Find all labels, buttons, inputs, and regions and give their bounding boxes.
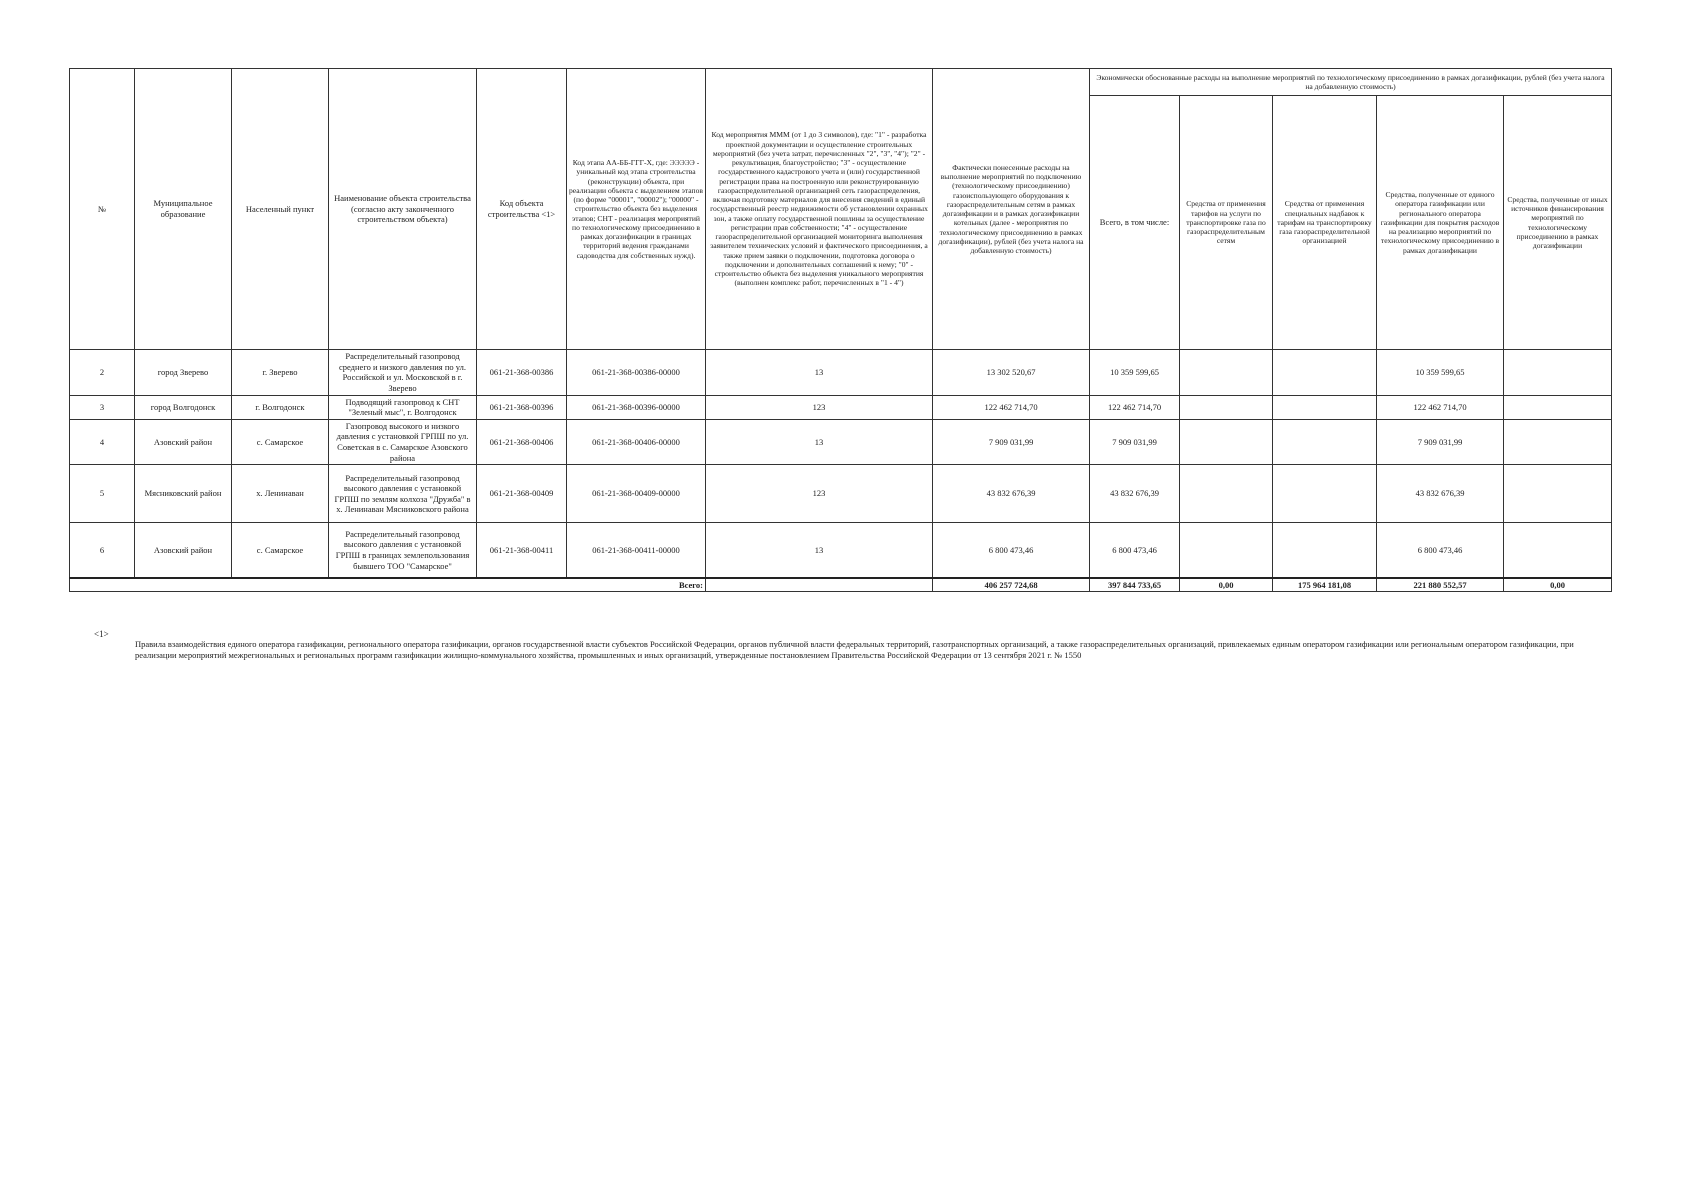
row-operator: 7 909 031,99 (1377, 419, 1504, 465)
row-object-name: Распределительный газопровод высокого давления с установкой ГРПШ в границах землепользования бывшего ТОО "Самарское" (329, 523, 477, 578)
header-tariff-transport: Средства от применения тарифов на услуги по транспортировке газа по газораспределительным сетям (1180, 96, 1273, 350)
row-actual-costs: 6 800 473,46 (933, 523, 1090, 578)
row-tariff (1180, 350, 1273, 396)
table-row (70, 419, 1612, 465)
table-row (70, 465, 1612, 523)
row-settlement: г. Волгодонск (232, 395, 329, 419)
row-tariff (1180, 419, 1273, 465)
table-row (70, 523, 1612, 578)
row-stage-code: 061-21-368-00411-00000 (567, 523, 706, 578)
header-settlement: Населенный пункт (232, 69, 329, 350)
table-row (70, 395, 1612, 419)
row-stage-code: 061-21-368-00409-00000 (567, 465, 706, 523)
row-object-code: 061-21-368-00409 (477, 465, 567, 523)
row-special (1273, 350, 1377, 396)
header-no: № (70, 69, 135, 350)
row-actual-costs: 13 302 520,67 (933, 350, 1090, 396)
row-settlement: г. Зверево (232, 350, 329, 396)
table-row (70, 350, 1612, 396)
header-actual-costs: Фактически понесенные расходы на выполнение мероприятий по подключению (технологическому присоединению) газоиспользующего оборудования к газораспределительным сетям в рамках догазификации и в рамках догазификации котельных (далее - мероприятия по технологическому присоединению в рамках догазификации), рублей (без учета налога на добавленную стоимость) (933, 69, 1090, 350)
row-no: 2 (70, 350, 135, 396)
row-tariff (1180, 395, 1273, 419)
row-total: 7 909 031,99 (1090, 419, 1180, 465)
row-stage-code: 061-21-368-00406-00000 (567, 419, 706, 465)
header-event-code: Код мероприятия МММ (от 1 до 3 символов), где: "1" - разработка проектной документации и осуществление строительных мероприятий (без учета затрат, перечисленных "2", "3", "4"); "2" - рекультивация, благоустройство; "3" - осуществление государственного кадастрового учета и (или) государственной регистрации права на построенную или реконструированную газораспределительной организацией сеть газораспределения, включая подготовку материалов для внесения сведений в единый государственный реестр недвижимости об установлении охранных зон, а также оплату государственной пошлины за осуществление регистрации прав собственности; "4" - осуществление газораспределительной организацией мониторинга выполнения заявителем технических условий и фактического присоединения, а также прием заявки о подключении, подготовка договора о подключении и дополнительных соглашений к нему; "0" - строительство объекта без выделения уникального мероприятия (выполнен комплекс работ, перечисленных в "1 - 4") (706, 69, 933, 350)
row-no: 6 (70, 523, 135, 578)
row-other (1504, 395, 1612, 419)
row-no: 3 (70, 395, 135, 419)
row-operator: 122 462 714,70 (1377, 395, 1504, 419)
row-municipality: город Зверево (135, 350, 232, 396)
row-object-name: Распределительный газопровод высокого давления с установкой ГРПШ по землям колхоза "Дружба" в х. Ленинаван Мясниковского района (329, 465, 477, 523)
row-stage-code: 061-21-368-00396-00000 (567, 395, 706, 419)
row-settlement: с. Самарское (232, 523, 329, 578)
row-operator: 43 832 676,39 (1377, 465, 1504, 523)
row-special (1273, 395, 1377, 419)
header-other-sources: Средства, полученные от иных источников финансирования мероприятий по технологическому присоединению в рамках догазификации (1504, 96, 1612, 350)
row-operator: 6 800 473,46 (1377, 523, 1504, 578)
row-event-code: 13 (706, 350, 933, 396)
row-settlement: х. Ленинаван (232, 465, 329, 523)
row-other (1504, 523, 1612, 578)
footnote-marker: <1> (94, 629, 109, 639)
header-object-name: Наименование объекта строительства (согласно акту законченного строительством объекта) (329, 69, 477, 350)
header-stage-code: Код этапа АА-ББ-ГГГ-Х, где: ЭЭЭЭЭ - уникальный код этапа строительства (реконструкции) объекта, при реализации объекта с выделением этапов (по форме "00001", "00002"); "00000" - строительство объекта без выделения этапов; СНТ - реализация мероприятий по технологическому присоединению в рамках догазификации в границах территорий ведения гражданами садоводства для собственных нужд). (567, 69, 706, 350)
row-total: 43 832 676,39 (1090, 465, 1180, 523)
row-operator: 10 359 599,65 (1377, 350, 1504, 396)
row-municipality: город Волгодонск (135, 395, 232, 419)
row-total: 6 800 473,46 (1090, 523, 1180, 578)
row-actual-costs: 122 462 714,70 (933, 395, 1090, 419)
totals-label: Всего: (70, 578, 706, 592)
footnote-text: Правила взаимодействия единого оператора газификации, регионального оператора газификации, органов государственной власти субъектов Российской Федерации, органов публичной власти федеральных территорий, газотранспортных организаций, а также газораспределительных организаций, привлекаемых единым оператором газификации или региональным оператором газификации, при реализации мероприятий межрегиональных и региональных программ газификации жилищно-коммунального хозяйства, промышленных и иных организаций, утвержденные постановлением Правительства Российской Федерации от 13 сентября 2021 г. № 1550 (135, 639, 1574, 661)
totals-total: 397 844 733,65 (1090, 578, 1180, 592)
row-no: 4 (70, 419, 135, 465)
gasification-costs-table (69, 68, 1612, 592)
row-event-code: 123 (706, 395, 933, 419)
row-event-code: 13 (706, 419, 933, 465)
row-tariff (1180, 465, 1273, 523)
totals-other: 0,00 (1504, 578, 1612, 592)
totals-operator: 221 880 552,57 (1377, 578, 1504, 592)
row-total: 122 462 714,70 (1090, 395, 1180, 419)
totals-tariff: 0,00 (1180, 578, 1273, 592)
row-object-code: 061-21-368-00386 (477, 350, 567, 396)
row-event-code: 123 (706, 465, 933, 523)
row-actual-costs: 43 832 676,39 (933, 465, 1090, 523)
header-operator-funds: Средства, полученные от единого оператора газификации или регионального оператора газификации для покрытия расходов на реализацию мероприятий по технологическому присоединению в рамках догазификации (1377, 96, 1504, 350)
totals-row (70, 578, 1612, 592)
row-special (1273, 419, 1377, 465)
row-other (1504, 419, 1612, 465)
totals-event-code (706, 578, 933, 592)
header-total-incl: Всего, в том числе: (1090, 96, 1180, 350)
row-other (1504, 465, 1612, 523)
row-object-name: Распределительный газопровод среднего и низкого давления по ул. Российской и ул. Московской в г. Зверево (329, 350, 477, 396)
totals-special: 175 964 181,08 (1273, 578, 1377, 592)
row-object-code: 061-21-368-00396 (477, 395, 567, 419)
row-other (1504, 350, 1612, 396)
totals-actual-costs: 406 257 724,68 (933, 578, 1090, 592)
row-stage-code: 061-21-368-00386-00000 (567, 350, 706, 396)
row-special (1273, 523, 1377, 578)
row-special (1273, 465, 1377, 523)
header-economic-costs: Экономически обоснованные расходы на выполнение мероприятий по технологическому присоединению в рамках догазификации, рублей (без учета налога на добавленную стоимость) (1090, 69, 1612, 96)
row-settlement: с. Самарское (232, 419, 329, 465)
row-municipality: Мясниковский район (135, 465, 232, 523)
row-object-code: 061-21-368-00406 (477, 419, 567, 465)
row-object-name: Подводящий газопровод к СНТ "Зеленый мыс", г. Волгодонск (329, 395, 477, 419)
row-municipality: Азовский район (135, 419, 232, 465)
row-object-name: Газопровод высокого и низкого давления с установкой ГРПШ по ул. Советская в с. Самарское Азовского района (329, 419, 477, 465)
header-special-surcharges: Средства от применения специальных надбавок к тарифам на транспортировку газа газораспределительной организацией (1273, 96, 1377, 350)
row-no: 5 (70, 465, 135, 523)
row-tariff (1180, 523, 1273, 578)
row-municipality: Азовский район (135, 523, 232, 578)
row-actual-costs: 7 909 031,99 (933, 419, 1090, 465)
header-object-code: Код объекта строительства <1> (477, 69, 567, 350)
row-total: 10 359 599,65 (1090, 350, 1180, 396)
row-object-code: 061-21-368-00411 (477, 523, 567, 578)
header-municipality: Муниципальное образование (135, 69, 232, 350)
row-event-code: 13 (706, 523, 933, 578)
